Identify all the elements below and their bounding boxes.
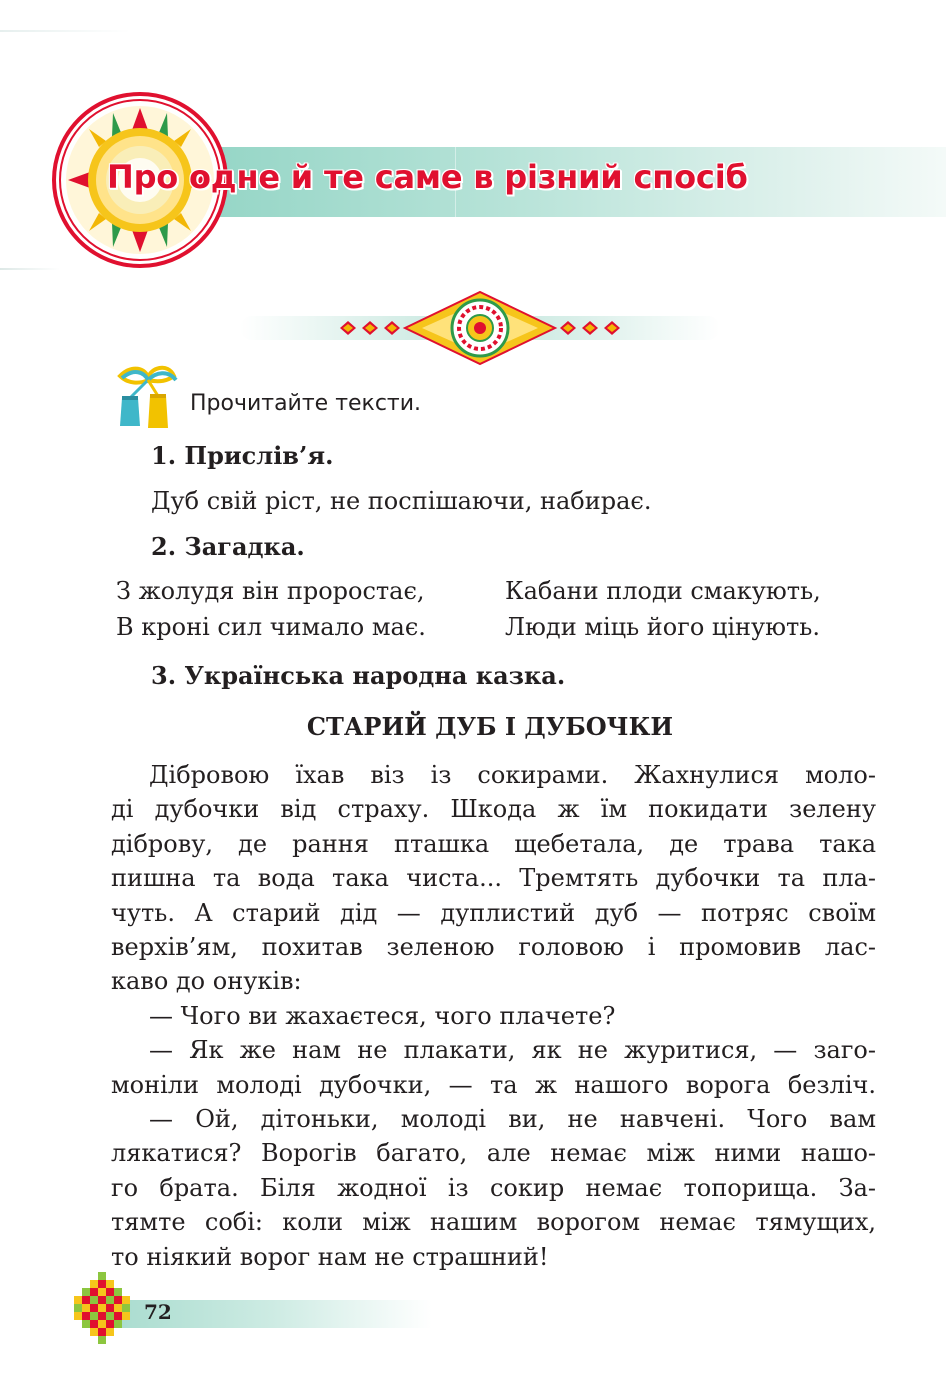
- ribbon-tassel-icon: [112, 362, 182, 434]
- tale-line: ді дубочки від страху. Шкода ж їм покидати зелену: [111, 795, 876, 824]
- proverb-heading: 1. Прислів’я.: [151, 441, 334, 470]
- tale-line: верхів’ям, похитав зеленою головою і промовив лас-: [111, 933, 876, 962]
- tale-line: пишна та вода така чиста... Тремтять дубочки та пла-: [111, 864, 876, 893]
- riddle-line: В кроні сил чимало має.: [116, 613, 426, 641]
- tale-line: діброву, де рання пташка щебетала, де трава така: [111, 829, 876, 858]
- riddle-left-column: [116, 573, 426, 645]
- page-number: 72: [144, 1300, 172, 1324]
- proverb-text: Дуб свій ріст, не поспішаючи, набирає.: [151, 487, 652, 515]
- task-instruction: Прочитайте тексти.: [190, 391, 422, 416]
- tale-heading: 3. Українська народна казка.: [151, 661, 566, 690]
- page-title: Про одне й те саме в різний спосіб: [107, 158, 748, 196]
- tale-line: го брата. Біля жодної із сокир немає топорища. За-: [111, 1173, 876, 1202]
- top-rule: [0, 30, 130, 32]
- tale-line: — Як же нам не плакати, як не журитися, — заго-: [149, 1036, 876, 1065]
- tale-line: каво до онуків:: [111, 967, 302, 996]
- riddle-line: Люди міць його цінують.: [505, 613, 820, 641]
- tale-line: лякатися? Ворогів багато, але немає між ними нашо-: [111, 1139, 876, 1168]
- tale-line: моніли молоді дубочки, — та ж нашого ворога безліч.: [111, 1070, 876, 1099]
- folk-ornament-divider-icon: [240, 288, 720, 368]
- tale-line: то ніякий ворог нам не страшний!: [111, 1242, 549, 1271]
- tale-line: — Ой, дітоньки, молоді ви, не навчені. Чого вам: [149, 1105, 876, 1134]
- tale-text: [111, 758, 876, 1274]
- riddle-heading: 2. Загадка.: [151, 532, 305, 561]
- riddle-line: Кабани плоди смакують,: [505, 577, 821, 605]
- riddle-line: З жолудя він проростає,: [116, 577, 425, 605]
- tale-title: СТАРИЙ ДУБ І ДУБОЧКИ: [306, 712, 674, 741]
- tale-line: тямте собі: коли між нашим ворогом немає тямущих,: [111, 1208, 876, 1237]
- tale-line: — Чого ви жахаєтеся, чого плачете?: [149, 1001, 616, 1030]
- tale-line: чуть. А старий дід — дуплистий дуб — потряс своїм: [111, 898, 876, 927]
- tale-line: Дібровою їхав віз із сокирами. Жахнулися моло-: [149, 761, 876, 789]
- embroidery-pattern-icon: [68, 1268, 138, 1358]
- riddle-right-column: [505, 573, 821, 645]
